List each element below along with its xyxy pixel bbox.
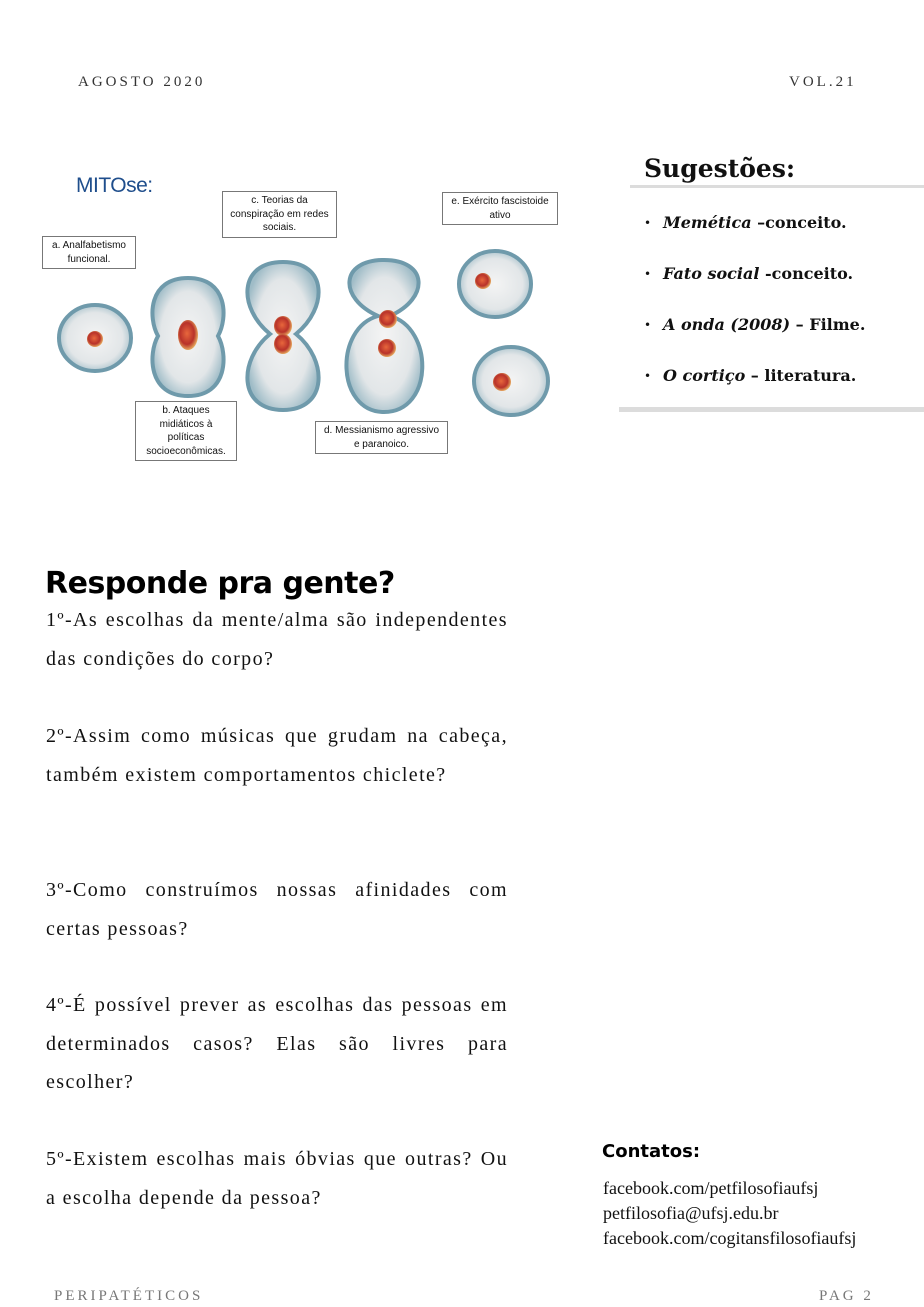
nucleus-e2	[493, 373, 511, 391]
contact-facebook-link-2[interactable]: facebook.com/cogitansfilosofiaufsj	[603, 1228, 857, 1248]
suggestions-bottom-rule	[619, 407, 924, 412]
header-volume: VOL.21	[789, 74, 857, 90]
nucleus-b	[178, 320, 198, 350]
question-2: 2º-Assim como músicas que grudam na cabeça, também existem comportamentos chiclete?	[46, 725, 508, 786]
question-1: 1º-As escolhas da mente/alma são independentes das condições do corpo?	[46, 609, 508, 670]
contacts-title: Contatos:	[602, 1141, 701, 1162]
label-e: e. Exército fascistoide ativo	[442, 192, 558, 225]
question-4: 4º-É possível prever as escolhas das pessoas em determinados casos? Elas são livres para escolher?	[46, 994, 508, 1093]
nucleus-a	[87, 331, 103, 347]
questions-title: Responde pra gente?	[45, 566, 395, 601]
bullet-icon: •	[644, 216, 652, 230]
nucleus-d2	[378, 339, 396, 357]
nucleus-c1	[274, 316, 292, 336]
suggestions-top-rule	[630, 185, 924, 188]
bullet-icon: •	[644, 318, 652, 332]
suggestion-item: • O cortiço – literatura.	[644, 366, 857, 385]
contact-email-link[interactable]: petfilosofia@ufsj.edu.br	[603, 1203, 779, 1223]
bullet-icon: •	[644, 267, 652, 281]
label-b: b. Ataques midiáticos à políticas socioeconômicas.	[135, 401, 237, 461]
suggestions-list	[644, 213, 865, 417]
suggestion-item: • Memética –conceito.	[644, 213, 847, 232]
footer-publication: PERIPATÉTICOS	[54, 1288, 204, 1304]
question-3: 3º-Como construímos nossas afinidades com certas pessoas?	[46, 879, 508, 940]
label-c: c. Teorias da conspiração em redes sociais.	[222, 191, 337, 238]
label-d: d. Messianismo agressivo e paranoico.	[315, 421, 448, 454]
label-a: a. Analfabetismo funcional.	[42, 236, 136, 269]
cell-d	[346, 260, 422, 412]
mitose-figure	[38, 168, 566, 468]
question-5: 5º-Existem escolhas mais óbvias que outras? Ou a escolha depende da pessoa?	[46, 1148, 508, 1209]
cell-e1	[459, 251, 531, 317]
suggestions-title: Sugestões:	[644, 154, 796, 183]
header-date: AGOSTO 2020	[78, 74, 206, 90]
figure-title: MITOse:	[76, 174, 153, 197]
cell-e2	[474, 347, 548, 415]
bullet-icon: •	[644, 369, 652, 383]
suggestion-item: • Fato social -conceito.	[644, 264, 854, 283]
suggestion-item: • A onda (2008) – Filme.	[644, 315, 866, 334]
nucleus-d1	[379, 310, 397, 328]
contact-facebook-link[interactable]: facebook.com/petfilosofiaufsj	[603, 1178, 819, 1198]
nucleus-e1	[475, 273, 491, 289]
contacts-list	[603, 1176, 856, 1251]
nucleus-c2	[274, 334, 292, 354]
footer-page-number: PAG 2	[819, 1288, 874, 1304]
